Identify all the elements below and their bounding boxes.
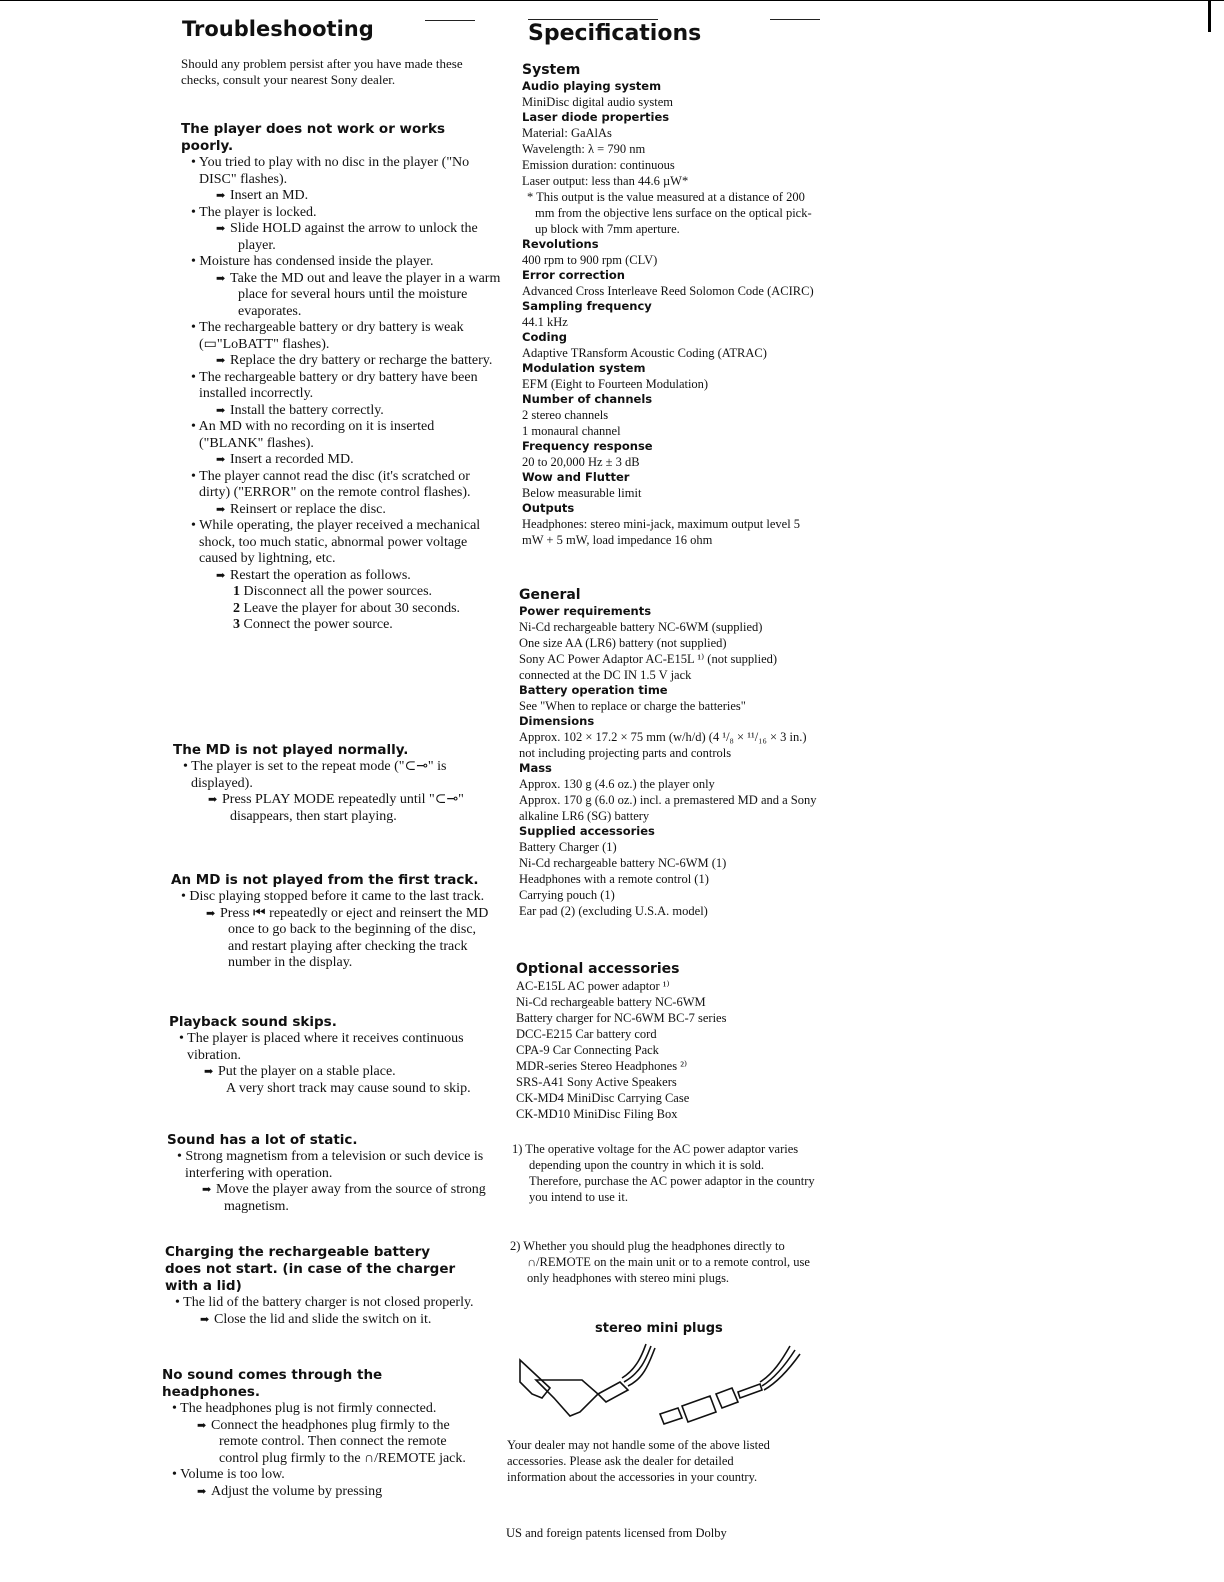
arrow-right-icon: ➡: [216, 190, 226, 202]
spec-label: Modulation system: [522, 361, 646, 375]
dealer-note: Your dealer may not handle some of the above listed accessories. Please ask the dealer for detailed information about the accessories in your country.: [507, 1438, 770, 1484]
arrow-right-icon: ➡: [206, 907, 216, 920]
optional-accessory: AC-E15L AC power adaptor ¹⁾: [516, 979, 670, 993]
bullet-icon: •: [191, 320, 200, 335]
trouble-heading: Charging the rechargeable battery does not start. (in case of the charger with a lid): [165, 1244, 456, 1294]
trouble-heading: The player does not work or works poorly.: [181, 121, 445, 154]
problem-bullet: [162, 1467, 482, 1484]
trouble-section: [171, 872, 491, 972]
spec-label: Power requirements: [519, 604, 652, 618]
bullet-icon: •: [172, 1401, 181, 1416]
spec-label: Frequency response: [522, 439, 653, 453]
spec-system-heading: System: [522, 62, 581, 78]
remedy-item: [173, 792, 493, 825]
problem-bullet: [162, 1401, 482, 1418]
remedy-text: Replace the dry battery or recharge the battery.: [230, 353, 493, 368]
problem-bullet: [181, 419, 501, 452]
remedy-step: [181, 584, 501, 601]
optional-accessory: SRS-A41 Sony Active Speakers: [516, 1075, 677, 1089]
optional-accessory: DCC-E215 Car battery cord: [516, 1027, 657, 1041]
bullet-icon: •: [191, 468, 200, 484]
trouble-section: [181, 121, 501, 634]
bullet-icon: •: [175, 1295, 184, 1310]
footnote-1: 1) The operative voltage for the AC power adaptor varies depending upon the country in which it is sold. Therefore, purchase the AC power adaptor in the country you intend to use it.: [512, 1142, 815, 1204]
spec-label: Battery operation time: [519, 683, 668, 697]
spec-value: Battery Charger (1): [519, 840, 617, 854]
problem-bullet: [181, 254, 501, 271]
remedy-item: [169, 1064, 489, 1081]
bullet-icon: •: [183, 759, 192, 774]
bullet-icon: •: [191, 254, 200, 269]
bullet-icon: •: [191, 419, 199, 434]
arrow-right-icon: ➡: [216, 503, 226, 516]
spec-label: Error correction: [522, 268, 625, 282]
problem-bullet: [181, 205, 501, 222]
trouble-section: [173, 742, 493, 825]
step-number: 1: [233, 584, 240, 599]
arrow-right-icon: ➡: [197, 1485, 207, 1498]
top-rule-right: [770, 19, 820, 20]
optional-accessory: MDR-series Stereo Headphones ²⁾: [516, 1059, 688, 1073]
spec-value: 1 monaural channel: [522, 424, 621, 438]
system-list: [522, 79, 822, 548]
remedy-text: Insert a recorded MD.: [230, 452, 354, 467]
specifications-title: Specifications: [528, 21, 702, 46]
remedy-step: [181, 601, 501, 618]
problem-bullet: [165, 1295, 485, 1312]
problem-text: The player cannot read the disc (it's scratched or dirty) ("ERROR" on the remote control flashes).: [199, 468, 471, 500]
optional-accessory: CK-MD10 MiniDisc Filing Box: [516, 1107, 678, 1121]
trouble-heading: Sound has a lot of static.: [167, 1132, 358, 1148]
remedy-text: Connect the headphones plug firmly to the remote control. Then connect the remote control plug firmly to the ∩/REMOTE jack.: [211, 1417, 466, 1466]
step-number: 2: [233, 600, 240, 616]
spec-value: Laser output: less than 44.6 µW*: [522, 174, 689, 188]
spec-value: Sony AC Power Adaptor AC-E15L ¹⁾ (not supplied) connected at the DC IN 1.5 V jack: [519, 652, 778, 682]
spec-value: Approx. 102 × 17.2 × 75 mm (w/h/d) (4 ¹/₈ × ¹¹/₁₆ × 3 in.) not including projecting parts and controls: [519, 730, 807, 760]
spec-value: Ni-Cd rechargeable battery NC-6WM (1): [519, 856, 727, 870]
patent-note: US and foreign patents licensed from Dolby: [506, 1526, 727, 1540]
arrow-right-icon: ➡: [204, 1066, 214, 1078]
bullet-icon: •: [191, 155, 199, 170]
problem-text: The rechargeable battery or dry battery have been installed incorrectly.: [199, 369, 478, 401]
arrow-right-icon: ➡: [197, 1419, 207, 1432]
spec-value: Wavelength: λ = 790 nm: [522, 142, 646, 156]
spec-value: Approx. 130 g (4.6 oz.) the player only: [519, 777, 715, 791]
problem-text: The headphones plug is not firmly connected.: [180, 1401, 437, 1416]
problem-bullet: [169, 1031, 489, 1064]
trouble-heading: An MD is not played from the first track.: [171, 872, 479, 888]
problem-bullet: [181, 320, 501, 353]
straight-plug-icon: [660, 1346, 800, 1424]
problem-text: The lid of the battery charger is not closed properly.: [183, 1295, 474, 1310]
spec-value: Below measurable limit: [522, 486, 642, 500]
spec-label: Number of channels: [522, 392, 653, 406]
arrow-right-icon: ➡: [216, 404, 226, 417]
spec-value: Approx. 170 g (6.0 oz.) incl. a premastered MD and a Sony alkaline LR6 (SG) battery: [519, 793, 817, 823]
remedy-text: Move the player away from the source of strong magnetism.: [216, 1182, 486, 1214]
spec-optional-heading: Optional accessories: [516, 961, 680, 977]
trouble-section: [162, 1367, 482, 1500]
plugs-caption: stereo mini plugs: [595, 1321, 723, 1336]
optional-accessory: Battery charger for NC-6WM BC-7 series: [516, 1011, 727, 1025]
bullet-icon: •: [177, 1149, 186, 1164]
remedy-item: [181, 271, 501, 321]
spec-system-block: [522, 62, 822, 548]
remedy-item: [181, 221, 501, 254]
remedy-text: Press ⏮ repeatedly or eject and reinsert the MD once to go back to the beginning of the disc, and restart playing after checking the track number in the display.: [220, 905, 489, 970]
spec-label: Supplied accessories: [519, 824, 655, 838]
remedy-item: [181, 568, 501, 585]
problem-bullet: [173, 759, 493, 792]
arrow-right-icon: ➡: [200, 1313, 210, 1326]
optional-list: [516, 978, 816, 1122]
general-list: [519, 604, 819, 919]
problem-text: You tried to play with no disc in the player ("No DISC" flashes).: [198, 155, 470, 187]
spec-value: See "When to replace or charge the batteries": [519, 699, 746, 713]
optional-accessory: CPA-9 Car Connecting Pack: [516, 1043, 659, 1057]
remedy-text: Reinsert or replace the disc.: [230, 501, 386, 517]
problem-text: The player is set to the repeat mode ("⊂⊸" is displayed).: [191, 759, 447, 791]
bullet-icon: •: [191, 204, 200, 220]
trouble-heading: No sound comes through the headphones.: [162, 1367, 383, 1400]
spec-value: MiniDisc digital audio system: [522, 95, 674, 109]
bullet-icon: •: [181, 889, 190, 904]
problem-bullet: [181, 469, 501, 502]
spec-label: Coding: [522, 330, 567, 344]
optional-accessory: CK-MD4 MiniDisc Carrying Case: [516, 1091, 690, 1105]
stereo-mini-plugs-illustration: [510, 1342, 810, 1432]
spec-value: 44.1 kHz: [522, 315, 568, 329]
problem-bullet: [181, 155, 501, 188]
problem-text: The rechargeable battery or dry battery is weak (▭"LoBATT" flashes).: [199, 320, 464, 352]
troubleshooting-intro: Should any problem persist after you have made these checks, consult your nearest Sony dealer.: [181, 56, 463, 87]
bullet-icon: •: [191, 518, 200, 533]
spec-footnote: * This output is the value measured at a distance of 200 mm from the objective lens surface on the optical pick-up block with 7mm aperture.: [527, 190, 812, 236]
problem-text: Strong magnetism from a television or such device is interfering with operation.: [185, 1149, 484, 1181]
problem-text: An MD with no recording on it is inserted ("BLANK" flashes).: [198, 419, 435, 451]
spec-label: Mass: [519, 761, 552, 775]
spec-value: Material: GaAlAs: [522, 126, 612, 140]
spec-value: 2 stereo channels: [522, 408, 609, 422]
remedy-item: [162, 1418, 482, 1468]
problem-text: The player is locked.: [199, 204, 317, 220]
page-right-edge: [1208, 0, 1211, 32]
spec-value: EFM (Eight to Fourteen Modulation): [522, 377, 709, 391]
spec-label: Sampling frequency: [522, 299, 652, 313]
bullet-icon: •: [191, 369, 200, 385]
remedy-text: Slide HOLD against the arrow to unlock the player.: [230, 221, 478, 253]
trouble-heading: Playback sound skips.: [169, 1014, 337, 1030]
spec-value: 400 rpm to 900 rpm (CLV): [522, 253, 658, 267]
top-rule-left: [425, 20, 475, 21]
footnote-2: 2) Whether you should plug the headphones directly to ∩/REMOTE on the main unit or to a remote control, use only headphones with stereo mini plugs.: [510, 1239, 810, 1285]
arrow-right-icon: ➡: [202, 1184, 212, 1196]
arrow-right-icon: ➡: [216, 223, 226, 235]
spec-value: Emission duration: continuous: [522, 158, 675, 172]
spec-general-heading: General: [519, 587, 581, 603]
remedy-text: Put the player on a stable place.: [218, 1064, 396, 1079]
step-text: Leave the player for about 30 seconds.: [243, 600, 461, 616]
spec-value: Headphones with a remote control (1): [519, 872, 709, 886]
angled-plug-icon: [520, 1344, 655, 1416]
problem-text: While operating, the player received a mechanical shock, too much static, abnormal power voltage caused by lightning, etc.: [199, 518, 481, 566]
remedy-item: [181, 502, 501, 519]
arrow-right-icon: ➡: [216, 569, 226, 582]
troubleshooting-title: Troubleshooting: [182, 17, 374, 41]
remedy-text: Install the battery correctly.: [230, 402, 384, 418]
spec-value: Ni-Cd rechargeable battery NC-6WM (supplied): [519, 620, 763, 634]
arrow-right-icon: ➡: [208, 794, 218, 806]
arrow-right-icon: ➡: [216, 272, 226, 285]
remedy-text: Take the MD out and leave the player in a warm place for several hours until the moisture evaporates.: [230, 270, 501, 319]
remedy-note: A very short track may cause sound to skip.: [226, 1080, 471, 1096]
remedy-text: Press PLAY MODE repeatedly until "⊂⊸" disappears, then start playing.: [222, 792, 464, 824]
spec-value: 20 to 20,000 Hz ± 3 dB: [522, 455, 640, 469]
remedy-text: Restart the operation as follows.: [230, 567, 411, 583]
spec-value: Advanced Cross Interleave Reed Solomon Code (ACIRC): [522, 284, 814, 298]
remedy-item: [167, 1182, 487, 1215]
problem-bullet: [167, 1149, 487, 1182]
spec-label: Revolutions: [522, 237, 599, 251]
problem-text: The player is placed where it receives continuous vibration.: [187, 1031, 464, 1063]
top-rule-mid: [528, 19, 658, 20]
remedy-item: [181, 188, 501, 205]
spec-general-block: [519, 587, 819, 919]
spec-label: Outputs: [522, 501, 575, 515]
spec-optional-block: [516, 961, 816, 1122]
problem-bullet: [181, 518, 501, 568]
trouble-section: [167, 1132, 487, 1215]
remedy-item: [181, 452, 501, 469]
spec-label: Audio playing system: [522, 79, 662, 93]
problem-text: Moisture has condensed inside the player.: [199, 254, 434, 269]
spec-value: One size AA (LR6) battery (not supplied): [519, 636, 727, 650]
step-number: 3: [233, 617, 240, 632]
step-text: Disconnect all the power sources.: [243, 584, 433, 599]
remedy-item: [181, 353, 501, 370]
spec-value: Headphones: stereo mini-jack, maximum output level 5 mW + 5 mW, load impedance 16 ohm: [522, 517, 801, 547]
problem-text: Disc playing stopped before it came to the last track.: [189, 889, 485, 904]
spec-value: Adaptive TRansform Acoustic Coding (ATRAC): [522, 346, 767, 360]
remedy-item: [162, 1484, 482, 1501]
arrow-right-icon: ➡: [216, 355, 226, 367]
problem-bullet: [181, 370, 501, 403]
bullet-icon: •: [179, 1031, 188, 1046]
trouble-section: [169, 1014, 489, 1097]
step-text: Connect the power source.: [243, 617, 393, 632]
optional-accessory: Ni-Cd rechargeable battery NC-6WM: [516, 995, 706, 1009]
spec-label: Dimensions: [519, 714, 595, 728]
remedy-item: [165, 1312, 485, 1329]
remedy-text: Insert an MD.: [230, 188, 309, 203]
remedy-text: Close the lid and slide the switch on it.: [214, 1311, 432, 1327]
problem-text: Volume is too low.: [180, 1467, 285, 1482]
spec-value: Ear pad (2) (excluding U.S.A. model): [519, 904, 708, 918]
remedy-text: Adjust the volume by pressing: [211, 1483, 383, 1499]
problem-bullet: [171, 889, 491, 906]
trouble-section: [165, 1244, 485, 1328]
spec-label: Wow and Flutter: [522, 470, 630, 484]
spec-label: Laser diode properties: [522, 110, 670, 124]
remedy-item: [171, 906, 491, 972]
remedy-step: [181, 617, 501, 634]
trouble-heading: The MD is not played normally.: [173, 742, 409, 758]
bullet-icon: •: [172, 1467, 181, 1482]
spec-value: Carrying pouch (1): [519, 888, 615, 902]
page-top-border: [0, 0, 1224, 1]
arrow-right-icon: ➡: [216, 454, 226, 466]
remedy-item: [181, 403, 501, 420]
